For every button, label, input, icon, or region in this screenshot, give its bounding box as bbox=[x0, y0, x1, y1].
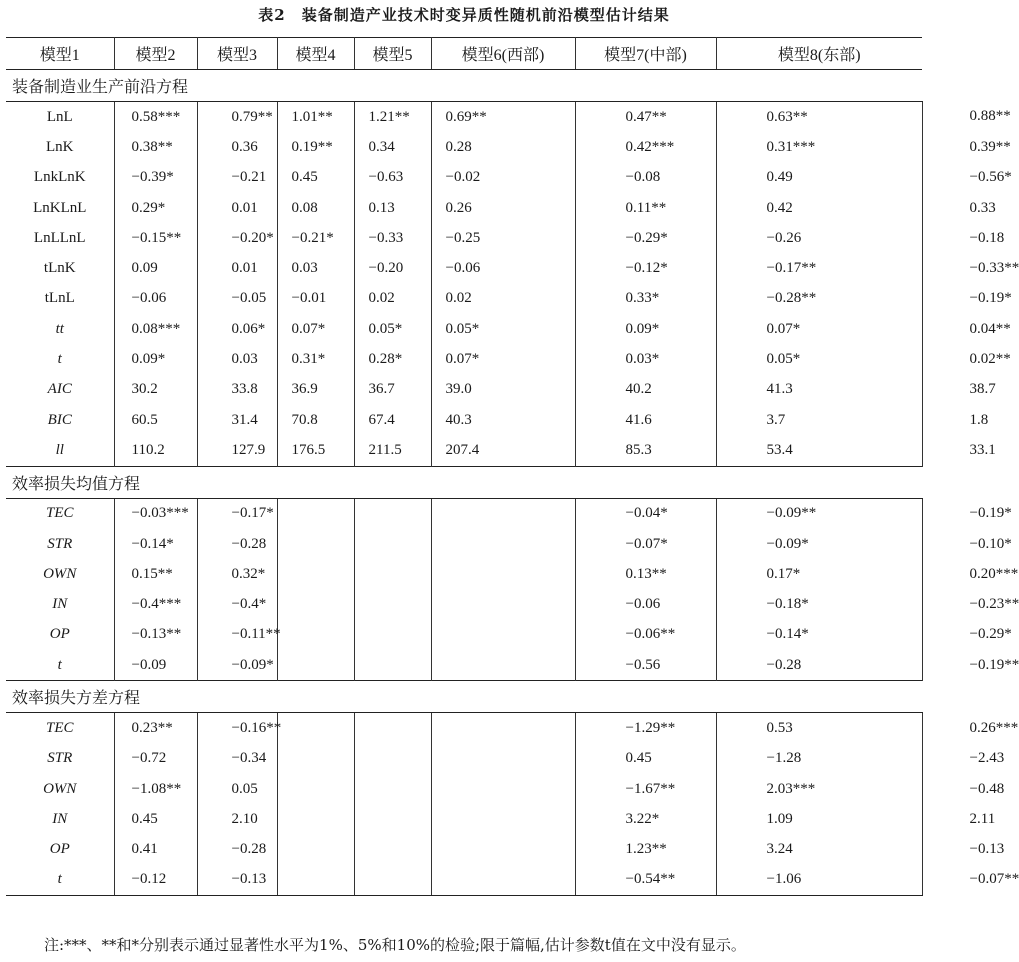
value-cell: −0.06 bbox=[114, 284, 197, 314]
value-cell bbox=[431, 529, 575, 559]
value-cell: 3.24 bbox=[716, 835, 922, 865]
header-cell: 模型6(西部) bbox=[431, 38, 575, 70]
value-cell bbox=[277, 713, 354, 744]
row-label: AIC bbox=[6, 375, 114, 405]
table-row: LnLLnL −0.15** −0.20* −0.21* −0.33 −0.25 −0.29* −0.26 −0.18 bbox=[6, 223, 922, 253]
value-cell: −0.04* bbox=[575, 498, 716, 529]
row-label: LnkLnK bbox=[6, 163, 114, 193]
value-cell: 0.49 bbox=[716, 163, 922, 193]
value-cell bbox=[431, 559, 575, 589]
value-cell: 0.13 bbox=[354, 193, 431, 223]
value-cell: −0.12* bbox=[575, 253, 716, 283]
value-cell: 211.5 bbox=[354, 435, 431, 466]
value-cell bbox=[431, 774, 575, 804]
value-cell: 0.09* bbox=[114, 344, 197, 374]
section-title: 装备制造业生产前沿方程 bbox=[6, 70, 922, 102]
value-cell: −0.28 bbox=[197, 529, 277, 559]
row-label: LnL bbox=[6, 102, 114, 133]
value-cell: 0.07* bbox=[277, 314, 354, 344]
row-label: IN bbox=[6, 589, 114, 619]
value-cell: 0.07* bbox=[431, 344, 575, 374]
value-cell: −0.21 bbox=[197, 163, 277, 193]
row-label: tt bbox=[6, 314, 114, 344]
value-cell bbox=[431, 835, 575, 865]
row-label: LnLLnL bbox=[6, 223, 114, 253]
section-title: 效率损失方差方程 bbox=[6, 681, 922, 713]
value-cell: 0.19** bbox=[277, 132, 354, 162]
value-cell bbox=[277, 529, 354, 559]
value-cell: 0.42 bbox=[716, 193, 922, 223]
value-cell: −0.28 bbox=[716, 650, 922, 681]
value-cell: −0.16** bbox=[197, 713, 277, 744]
table-row: tLnL −0.06 −0.05 −0.01 0.02 0.02 0.33* −0.28** −0.19* bbox=[6, 284, 922, 314]
value-cell bbox=[277, 650, 354, 681]
value-cell: −0.06 bbox=[575, 589, 716, 619]
value-cell: 0.34 bbox=[354, 132, 431, 162]
value-cell: 0.45 bbox=[114, 804, 197, 834]
value-cell bbox=[277, 804, 354, 834]
value-cell: 0.41 bbox=[114, 835, 197, 865]
value-cell bbox=[277, 620, 354, 650]
header-cell: 模型2 bbox=[114, 38, 197, 70]
value-cell: 0.06* bbox=[197, 314, 277, 344]
value-cell: 0.23** bbox=[114, 713, 197, 744]
value-cell: −1.29** bbox=[575, 713, 716, 744]
row-label: LnKLnL bbox=[6, 193, 114, 223]
value-cell bbox=[431, 650, 575, 681]
value-cell: −0.28 bbox=[197, 835, 277, 865]
table-row: OWN −1.08** 0.05 −1.67** 2.03*** −0.48 bbox=[6, 774, 922, 804]
value-cell: −1.06 bbox=[716, 865, 922, 896]
value-cell bbox=[431, 744, 575, 774]
value-cell: −0.07* bbox=[575, 529, 716, 559]
value-cell: 2.10 bbox=[197, 804, 277, 834]
value-cell: 0.42*** bbox=[575, 132, 716, 162]
table-title: 表2 装备制造产业技术时变异质性随机前沿模型估计结果 bbox=[258, 6, 670, 24]
value-cell: 0.05* bbox=[354, 314, 431, 344]
value-cell bbox=[354, 774, 431, 804]
value-cell: 39.0 bbox=[431, 375, 575, 405]
value-cell: 2.03*** bbox=[716, 774, 922, 804]
value-cell: −0.08 bbox=[575, 163, 716, 193]
value-cell: 0.45 bbox=[575, 744, 716, 774]
value-cell: 0.11** bbox=[575, 193, 716, 223]
value-cell bbox=[277, 865, 354, 896]
row-label: t bbox=[6, 865, 114, 896]
value-cell: −0.20* bbox=[197, 223, 277, 253]
value-cell: −0.17** bbox=[716, 253, 922, 283]
row-label: IN bbox=[6, 804, 114, 834]
value-cell: 0.01 bbox=[197, 253, 277, 283]
value-cell: 3.7 bbox=[716, 405, 922, 435]
value-cell: 0.26 bbox=[431, 193, 575, 223]
value-cell: 41.6 bbox=[575, 405, 716, 435]
table-row: OP 0.41 −0.28 1.23** 3.24 −0.13 bbox=[6, 835, 922, 865]
value-cell: 127.9 bbox=[197, 435, 277, 466]
results-table bbox=[6, 37, 1019, 896]
table-row: tLnK 0.09 0.01 0.03 −0.20 −0.06 −0.12* −0.17** −0.33** bbox=[6, 253, 922, 283]
table-row: LnkLnK −0.39* −0.21 0.45 −0.63 −0.02 −0.08 0.49 −0.56* bbox=[6, 163, 922, 193]
value-cell: 3.22* bbox=[575, 804, 716, 834]
row-label: tLnL bbox=[6, 284, 114, 314]
value-cell: −0.12 bbox=[114, 865, 197, 896]
value-cell bbox=[354, 713, 431, 744]
value-cell: −0.63 bbox=[354, 163, 431, 193]
value-cell: −0.01 bbox=[277, 284, 354, 314]
value-cell bbox=[277, 835, 354, 865]
table-row: ll 110.2 127.9 176.5 211.5 207.4 85.3 53.4 33.1 bbox=[6, 435, 922, 466]
value-cell bbox=[354, 529, 431, 559]
value-cell: −0.11** bbox=[197, 620, 277, 650]
header-cell: 模型1 bbox=[6, 38, 114, 70]
value-cell: −0.21* bbox=[277, 223, 354, 253]
value-cell: 0.08*** bbox=[114, 314, 197, 344]
value-cell: 36.9 bbox=[277, 375, 354, 405]
row-label: OWN bbox=[6, 774, 114, 804]
value-cell: 176.5 bbox=[277, 435, 354, 466]
value-cell: 0.05* bbox=[716, 344, 922, 374]
value-cell: 0.05 bbox=[197, 774, 277, 804]
value-cell: −0.4* bbox=[197, 589, 277, 619]
table-row: t −0.09 −0.09* −0.56 −0.28 −0.19** bbox=[6, 650, 922, 681]
table-row: STR −0.72 −0.34 0.45 −1.28 −2.43 bbox=[6, 744, 922, 774]
value-cell: 60.5 bbox=[114, 405, 197, 435]
value-cell bbox=[431, 589, 575, 619]
table-row: IN −0.4*** −0.4* −0.06 −0.18* −0.23** bbox=[6, 589, 922, 619]
value-cell: 0.08 bbox=[277, 193, 354, 223]
value-cell: −1.08** bbox=[114, 774, 197, 804]
value-cell: −0.09* bbox=[716, 529, 922, 559]
value-cell bbox=[354, 589, 431, 619]
table-row: AIC 30.2 33.8 36.9 36.7 39.0 40.2 41.3 38.7 bbox=[6, 375, 922, 405]
table-row: TEC −0.03*** −0.17* −0.04* −0.09** −0.19* bbox=[6, 498, 922, 529]
value-cell bbox=[354, 804, 431, 834]
value-cell: −0.56 bbox=[575, 650, 716, 681]
row-label: t bbox=[6, 344, 114, 374]
value-cell: 0.47** bbox=[575, 102, 716, 133]
header-cell: 模型8(东部) bbox=[716, 38, 922, 70]
row-label: OP bbox=[6, 835, 114, 865]
value-cell: 0.79** bbox=[197, 102, 277, 133]
value-cell: −0.72 bbox=[114, 744, 197, 774]
value-cell bbox=[431, 620, 575, 650]
header-row bbox=[6, 38, 922, 70]
value-cell: 31.4 bbox=[197, 405, 277, 435]
value-cell: 0.69** bbox=[431, 102, 575, 133]
value-cell: −0.20 bbox=[354, 253, 431, 283]
value-cell: −0.09** bbox=[716, 498, 922, 529]
value-cell: 85.3 bbox=[575, 435, 716, 466]
value-cell: 0.58*** bbox=[114, 102, 197, 133]
value-cell: 33.8 bbox=[197, 375, 277, 405]
value-cell: −0.15** bbox=[114, 223, 197, 253]
value-cell: 0.36 bbox=[197, 132, 277, 162]
value-cell bbox=[277, 774, 354, 804]
table-row: IN 0.45 2.10 3.22* 1.09 2.11 bbox=[6, 804, 922, 834]
value-cell: −0.14* bbox=[114, 529, 197, 559]
value-cell bbox=[277, 589, 354, 619]
value-cell: 0.31* bbox=[277, 344, 354, 374]
row-label: STR bbox=[6, 529, 114, 559]
value-cell: 0.45 bbox=[277, 163, 354, 193]
value-cell: 0.05* bbox=[431, 314, 575, 344]
header-cell: 模型7(中部) bbox=[575, 38, 716, 70]
value-cell bbox=[277, 498, 354, 529]
table-row: LnL 0.58*** 0.79** 1.01** 1.21** 0.69** 0.47** 0.63** 0.88** bbox=[6, 102, 922, 133]
value-cell: 0.03 bbox=[277, 253, 354, 283]
value-cell bbox=[431, 498, 575, 529]
value-cell: 0.33* bbox=[575, 284, 716, 314]
header-cell: 模型3 bbox=[197, 38, 277, 70]
section-header-row bbox=[6, 466, 922, 498]
value-cell: −0.06 bbox=[431, 253, 575, 283]
table-row: LnK 0.38** 0.36 0.19** 0.34 0.28 0.42*** 0.31*** 0.39** bbox=[6, 132, 922, 162]
table-row: OWN 0.15** 0.32* 0.13** 0.17* 0.20*** bbox=[6, 559, 922, 589]
table-row: tt 0.08*** 0.06* 0.07* 0.05* 0.05* 0.09* 0.07* 0.04** bbox=[6, 314, 922, 344]
value-cell: −0.18* bbox=[716, 589, 922, 619]
section-title: 效率损失均值方程 bbox=[6, 466, 922, 498]
section-header-row bbox=[6, 70, 922, 102]
value-cell: 1.01** bbox=[277, 102, 354, 133]
value-cell: 40.2 bbox=[575, 375, 716, 405]
value-cell: 0.17* bbox=[716, 559, 922, 589]
value-cell: 0.29* bbox=[114, 193, 197, 223]
value-cell: −0.05 bbox=[197, 284, 277, 314]
value-cell: 41.3 bbox=[716, 375, 922, 405]
value-cell: −0.25 bbox=[431, 223, 575, 253]
header-cell: 模型5 bbox=[354, 38, 431, 70]
value-cell: −0.4*** bbox=[114, 589, 197, 619]
table-row: OP −0.13** −0.11** −0.06** −0.14* −0.29* bbox=[6, 620, 922, 650]
value-cell: 110.2 bbox=[114, 435, 197, 466]
value-cell: −0.14* bbox=[716, 620, 922, 650]
section-header-row bbox=[6, 681, 922, 713]
value-cell bbox=[277, 559, 354, 589]
value-cell: 0.09* bbox=[575, 314, 716, 344]
value-cell: 0.02 bbox=[431, 284, 575, 314]
row-label: BIC bbox=[6, 405, 114, 435]
value-cell: −0.06** bbox=[575, 620, 716, 650]
value-cell: 0.28 bbox=[431, 132, 575, 162]
value-cell: 1.21** bbox=[354, 102, 431, 133]
value-cell bbox=[354, 835, 431, 865]
row-label: t bbox=[6, 650, 114, 681]
value-cell: −1.67** bbox=[575, 774, 716, 804]
table-row: t −0.12 −0.13 −0.54** −1.06 −0.07** bbox=[6, 865, 922, 896]
value-cell: 1.23** bbox=[575, 835, 716, 865]
value-cell: −0.29* bbox=[575, 223, 716, 253]
value-cell: −1.28 bbox=[716, 744, 922, 774]
value-cell: 0.03* bbox=[575, 344, 716, 374]
table-row: STR −0.14* −0.28 −0.07* −0.09* −0.10* bbox=[6, 529, 922, 559]
value-cell: 70.8 bbox=[277, 405, 354, 435]
value-cell: 0.13** bbox=[575, 559, 716, 589]
table-row: LnKLnL 0.29* 0.01 0.08 0.13 0.26 0.11** 0.42 0.33 bbox=[6, 193, 922, 223]
value-cell: 0.63** bbox=[716, 102, 922, 133]
value-cell: −0.13 bbox=[197, 865, 277, 896]
value-cell bbox=[354, 865, 431, 896]
value-cell: 0.01 bbox=[197, 193, 277, 223]
row-label: OP bbox=[6, 620, 114, 650]
value-cell: 0.53 bbox=[716, 713, 922, 744]
value-cell: 53.4 bbox=[716, 435, 922, 466]
value-cell: 36.7 bbox=[354, 375, 431, 405]
value-cell bbox=[354, 620, 431, 650]
table-row: t 0.09* 0.03 0.31* 0.28* 0.07* 0.03* 0.05* 0.02** bbox=[6, 344, 922, 374]
value-cell: 1.09 bbox=[716, 804, 922, 834]
value-cell: −0.28** bbox=[716, 284, 922, 314]
header-cell: 模型4 bbox=[277, 38, 354, 70]
value-cell: 30.2 bbox=[114, 375, 197, 405]
value-cell: 0.07* bbox=[716, 314, 922, 344]
value-cell: 0.28* bbox=[354, 344, 431, 374]
value-cell: −0.03*** bbox=[114, 498, 197, 529]
value-cell: −0.34 bbox=[197, 744, 277, 774]
value-cell: −0.13** bbox=[114, 620, 197, 650]
value-cell: 207.4 bbox=[431, 435, 575, 466]
row-label: TEC bbox=[6, 498, 114, 529]
value-cell: 0.09 bbox=[114, 253, 197, 283]
row-label: ll bbox=[6, 435, 114, 466]
value-cell bbox=[431, 804, 575, 834]
row-label: LnK bbox=[6, 132, 114, 162]
value-cell: −0.54** bbox=[575, 865, 716, 896]
value-cell bbox=[277, 744, 354, 774]
value-cell: 40.3 bbox=[431, 405, 575, 435]
row-label: STR bbox=[6, 744, 114, 774]
value-cell bbox=[431, 713, 575, 744]
table-row: BIC 60.5 31.4 70.8 67.4 40.3 41.6 3.7 1.8 bbox=[6, 405, 922, 435]
value-cell: 0.32* bbox=[197, 559, 277, 589]
value-cell: 0.38** bbox=[114, 132, 197, 162]
value-cell: −0.39* bbox=[114, 163, 197, 193]
value-cell: 0.03 bbox=[197, 344, 277, 374]
value-cell: −0.33 bbox=[354, 223, 431, 253]
value-cell: −0.17* bbox=[197, 498, 277, 529]
value-cell bbox=[431, 865, 575, 896]
value-cell: −0.26 bbox=[716, 223, 922, 253]
value-cell: 0.15** bbox=[114, 559, 197, 589]
value-cell bbox=[354, 559, 431, 589]
table-row: TEC 0.23** −0.16** −1.29** 0.53 0.26*** bbox=[6, 713, 922, 744]
value-cell: 0.31*** bbox=[716, 132, 922, 162]
value-cell bbox=[354, 744, 431, 774]
value-cell: 67.4 bbox=[354, 405, 431, 435]
row-label: TEC bbox=[6, 713, 114, 744]
value-cell: −0.02 bbox=[431, 163, 575, 193]
table-note: 注:***、**和*分别表示通过显著性水平为1%、5%和10%的检验;限于篇幅,估计参数t值在文中没有显示。 bbox=[44, 936, 746, 954]
value-cell: −0.09* bbox=[197, 650, 277, 681]
row-label: tLnK bbox=[6, 253, 114, 283]
value-cell: 0.02 bbox=[354, 284, 431, 314]
value-cell bbox=[354, 498, 431, 529]
row-label: OWN bbox=[6, 559, 114, 589]
value-cell bbox=[354, 650, 431, 681]
value-cell: −0.09 bbox=[114, 650, 197, 681]
